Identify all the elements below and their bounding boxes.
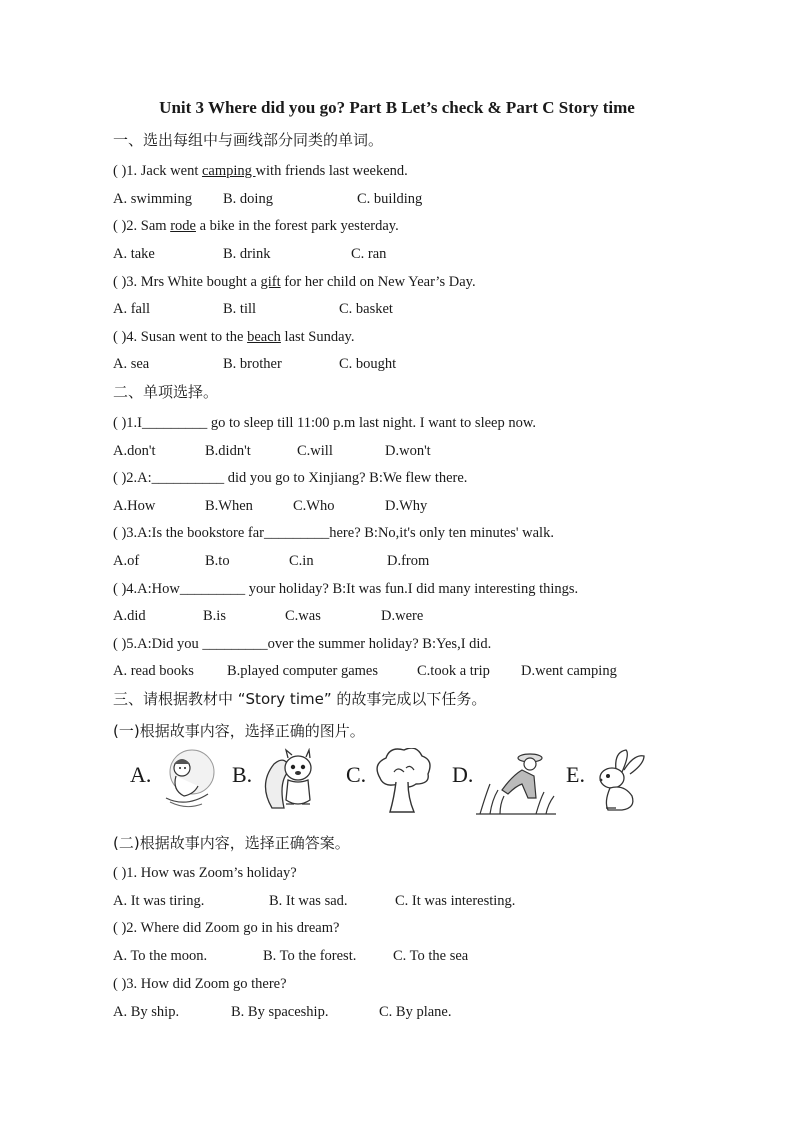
picture-choices — [128, 748, 668, 818]
option-b: B.to — [205, 553, 230, 569]
option-c: C.will — [297, 443, 333, 459]
option-c: C.took a trip — [417, 663, 490, 679]
section3-sub2: (二)根据故事内容，选择正确答案。 — [113, 834, 350, 852]
s2-q1: ( )1.I_________ go to sleep till 11:00 p.m last night. I want to sleep now. — [113, 415, 536, 431]
option-c: C.Who — [293, 498, 335, 514]
picture-label-a: A. — [130, 762, 152, 787]
option-b: B.played computer games — [227, 663, 378, 679]
s1-q1 — [113, 162, 408, 180]
option-d: D.were — [381, 608, 424, 624]
squirrel-icon — [258, 748, 320, 816]
option-a: A. fall — [113, 301, 151, 317]
option-c: C. basket — [339, 301, 393, 317]
picture-label-b: B. — [232, 762, 253, 787]
s2-q2: ( )2.A:__________ did you go to Xinjiang? B:We flew there. — [113, 470, 468, 486]
picture-label-d: D. — [452, 762, 474, 787]
option-a: A.How — [113, 498, 156, 514]
option-c: C. ran — [351, 246, 387, 262]
s1-q4-post: last Sunday. — [280, 329, 355, 345]
section3-sub1: (一)根据故事内容，选择正确的图片。 — [113, 722, 365, 740]
option-b: B. brother — [223, 356, 282, 372]
option-a: A. By ship. — [113, 1004, 180, 1020]
option-a: A. take — [113, 246, 155, 262]
s1-q2-post: a bike in the forest park yesterday. — [195, 218, 399, 234]
option-d: D.Why — [385, 498, 428, 514]
option-a: A. read books — [113, 663, 194, 679]
option-d: D.won't — [385, 443, 431, 459]
option-c: C.was — [285, 608, 321, 624]
s1-q4-pre: ( )4. Susan went to the — [113, 329, 248, 345]
option-b: B. It was sad. — [269, 893, 348, 909]
s1-q1-post: with friends last weekend. — [255, 163, 408, 179]
page-title: Unit 3 Where did you go? Part B Let’s check & Part C Story time — [159, 98, 635, 117]
option-a: A. It was tiring. — [113, 893, 205, 909]
s1-q4-underlined: beach — [247, 329, 281, 345]
s3-q1: ( )1. How was Zoom’s holiday? — [113, 865, 297, 881]
section1-heading: 一、选出每组中与画线部分同类的单词。 — [113, 131, 384, 149]
section2-heading: 二、单项选择。 — [113, 383, 219, 401]
moon-girl-icon — [158, 748, 216, 814]
s1-q1-underlined: camping — [201, 163, 256, 179]
section3-heading: 三、请根据教材中 “Story time” 的故事完成以下任务。 — [113, 690, 487, 708]
option-a: A. swimming — [113, 191, 192, 207]
option-b: B. drink — [223, 246, 271, 262]
s1-q2 — [113, 217, 399, 235]
option-b: B.is — [203, 608, 226, 624]
option-c: C.in — [289, 553, 314, 569]
s1-q1-pre: ( )1. Jack went — [113, 163, 202, 179]
option-b: B.didn't — [205, 443, 251, 459]
s1-q3-post: for her child on New Year’s Day. — [280, 274, 476, 290]
s1-q3 — [113, 273, 476, 291]
farmer-in-field-icon — [476, 748, 556, 818]
s3-q3: ( )3. How did Zoom go there? — [113, 976, 287, 992]
option-c: C. building — [357, 191, 423, 207]
option-b: B. till — [223, 301, 257, 317]
option-b: B.When — [205, 498, 253, 514]
option-a: A. To the moon. — [113, 948, 208, 964]
option-c: C. bought — [339, 356, 397, 372]
s2-q3: ( )3.A:Is the bookstore far_________here? B:No,it's only ten minutes' walk. — [113, 525, 554, 541]
option-a: A.of — [113, 553, 140, 569]
option-d: D.went camping — [521, 663, 617, 679]
s1-q3-underlined: gift — [260, 274, 281, 290]
s2-q4: ( )4.A:How_________ your holiday? B:It was fun.I did many interesting things. — [113, 581, 579, 597]
option-c: C. By plane. — [379, 1004, 452, 1020]
s3-q2: ( )2. Where did Zoom go in his dream? — [113, 920, 340, 936]
rabbit-icon — [592, 748, 648, 812]
option-c: C. To the sea — [393, 948, 469, 964]
tree-icon — [370, 748, 434, 818]
s2-q5: ( )5.A:Did you _________over the summer holiday? B:Yes,I did. — [113, 636, 492, 652]
s1-q4 — [113, 328, 355, 346]
option-c: C. It was interesting. — [395, 893, 516, 909]
picture-label-c: C. — [346, 762, 367, 787]
option-a: A. sea — [113, 356, 150, 372]
option-b: B. To the forest. — [263, 948, 357, 964]
s1-q3-pre: ( )3. Mrs White bought a — [113, 274, 261, 290]
option-b: B. By spaceship. — [231, 1004, 329, 1020]
s1-q2-underlined: rode — [170, 218, 196, 234]
option-a: A.don't — [113, 443, 156, 459]
option-a: A.did — [113, 608, 146, 624]
option-b: B. doing — [223, 191, 273, 207]
s1-q2-pre: ( )2. Sam — [113, 218, 171, 234]
option-d: D.from — [387, 553, 430, 569]
picture-label-e: E. — [566, 762, 585, 787]
